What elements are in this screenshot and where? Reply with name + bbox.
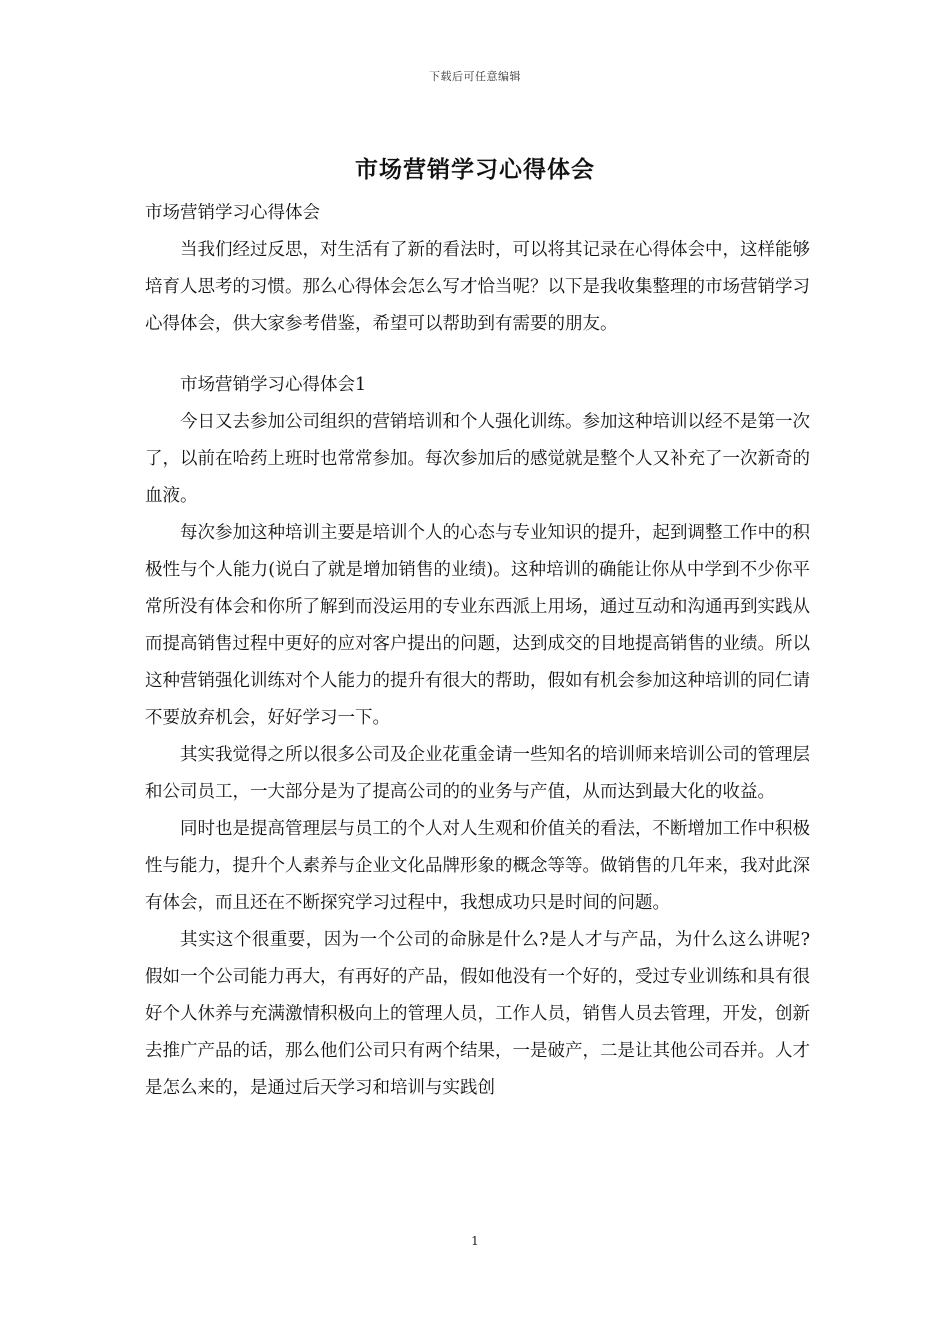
section-heading: 市场营销学习心得体会1 xyxy=(180,375,367,395)
body-paragraph: 其实我觉得之所以很多公司及企业花重金请一些知名的培训师来培训公司的管理层和公司员工，一大部分是为了提高公司的的业务与产值，从而达到最大化的收益。 xyxy=(145,745,810,802)
body-paragraph: 今日又去参加公司组织的营销培训和个人强化训练。参加这种培训以经不是第一次了，以前在哈药上班时也常常参加。每次参加后的感觉就是整个人又补充了一次新奇的血液。 xyxy=(145,412,810,506)
intro-paragraph: 当我们经过反思，对生活有了新的看法时，可以将其记录在心得体会中，这样能够培育人思考的习惯。那么心得体会怎么写才恰当呢？以下是我收集整理的市场营销学习心得体会，供大家参考借鉴，希望可以帮助到有需要的朋友。 xyxy=(145,240,810,334)
body-paragraph: 其实这个很重要，因为一个公司的命脉是什么?是人才与产品，为什么这么讲呢?假如一个公司能力再大，有再好的产品，假如他没有一个好的，受过专业训练和具有很好个人休养与充满激情积极向上的管理人员，工作人员，销售人员去管理，开发，创新去推广产品的话，那么他们公司只有两个结果，一是破产，二是让其他公司吞并。人才是怎么来的，是通过后天学习和培训与实践创 xyxy=(145,930,810,1098)
page-number: 1 xyxy=(471,1234,479,1248)
document-body xyxy=(145,195,810,1107)
body-paragraph: 同时也是提高管理层与员工的个人对人生观和价值关的看法，不断增加工作中积极性与能力，提升个人素养与企业文化品牌形象的概念等等。做销售的几年来，我对此深有体会，而且还在不断探究学习过程中，我想成功只是时间的问题。 xyxy=(145,819,810,913)
body-paragraph: 每次参加这种培训主要是培训个人的心态与专业知识的提升，起到调整工作中的积极性与个人能力(说白了就是增加销售的业绩)。这种培训的确能让你从中学到不少你平常所没有体会和你所了解到而没运用的专业东西派上用场，通过互动和沟通再到实践从而提高销售过程中更好的应对客户提出的问题，达到成交的目地提高销售的业绩。所以这种营销强化训练对个人能力的提升有很大的帮助，假如有机会参加这种培训的同仁请不要放弃机会，好好学习一下。 xyxy=(145,523,810,728)
document-subtitle: 市场营销学习心得体会 xyxy=(145,203,320,223)
page-header: 下载后可任意编辑 xyxy=(429,70,521,83)
document-title: 市场营销学习心得体会 xyxy=(355,156,595,183)
